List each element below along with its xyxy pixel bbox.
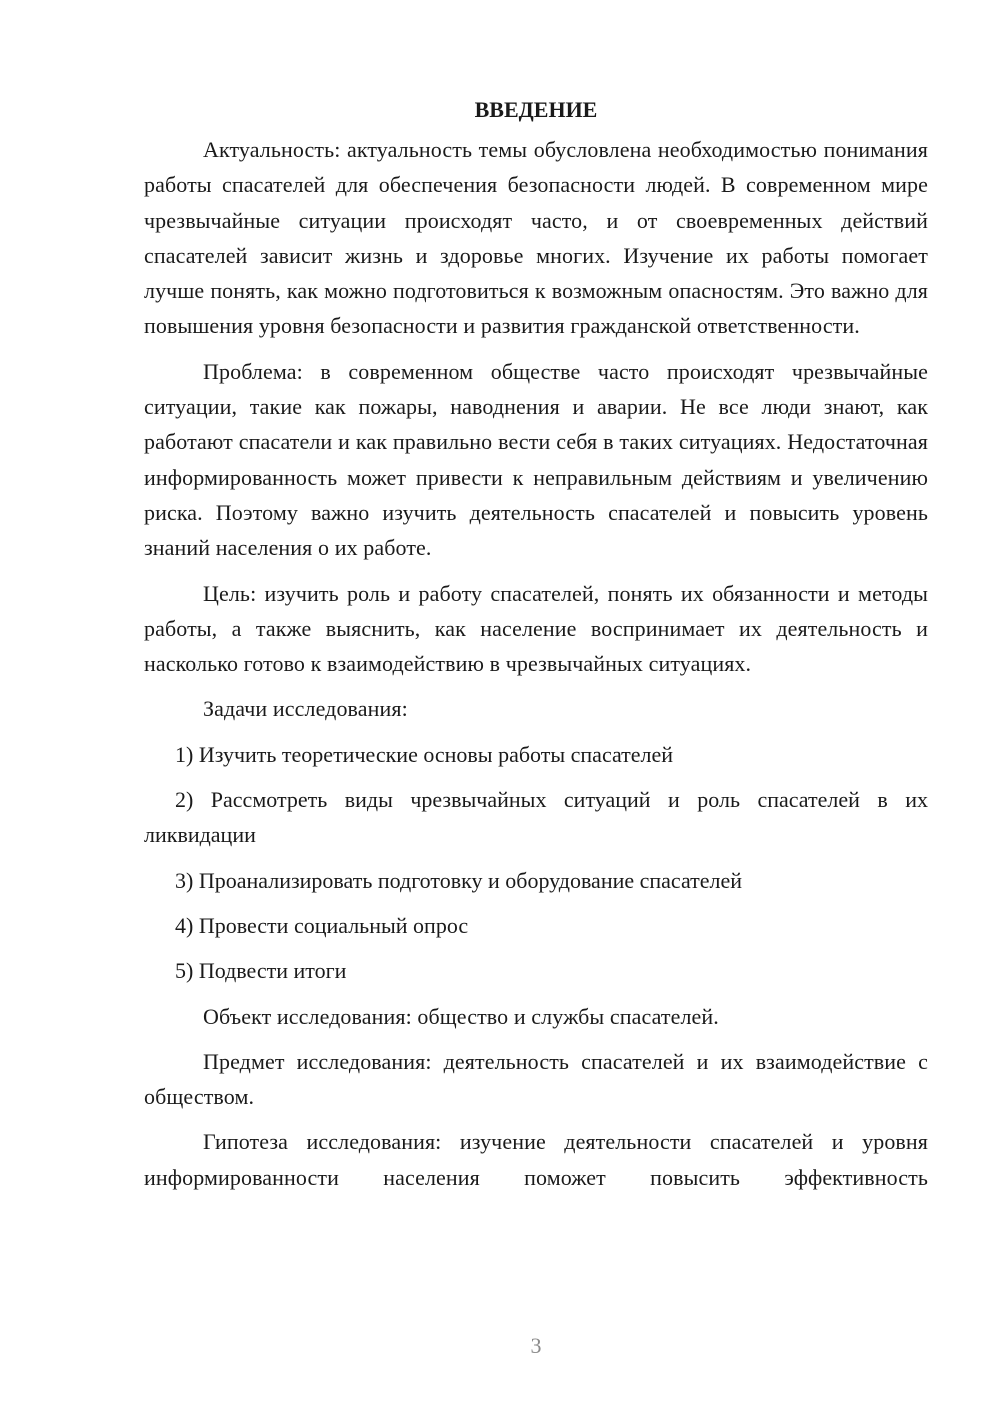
tasks-list	[144, 737, 928, 989]
goal-paragraph: Цель: изучить роль и работу спасателей, понять их обязанности и методы работы, а также выяснить, как население воспринимает их деятельность и насколько готово к взаимодействию в чрезвычайных ситуациях.	[144, 580, 928, 677]
tasks-heading: Задачи исследования:	[203, 696, 408, 722]
page-number: 3	[530, 1333, 542, 1358]
page-title: ВВЕДЕНИЕ	[474, 97, 598, 122]
document-page	[144, 92, 928, 1205]
list-item: 2) Рассмотреть виды чрезвычайных ситуаций и роль спасателей в их ликвидации	[144, 787, 928, 848]
problem-paragraph: Проблема: в современном обществе часто происходят чрезвычайные ситуации, такие как пожары, наводнения и аварии. Не все люди знают, как работают спасатели и как правильно вести себя в таких ситуациях. Недостаточная информированность может привести к неправильным действиям и увеличению риска. Поэтому важно изучить деятельность спасателей и повысить уровень знаний населения о их работе.	[144, 358, 928, 561]
hypothesis-paragraph: Гипотеза исследования: изучение деятельности спасателей и уровня информированности населения поможет повысить эффективность	[144, 1129, 928, 1190]
list-item: 5) Подвести итоги	[175, 958, 347, 984]
relevance-paragraph: Актуальность: актуальность темы обусловлена необходимостью понимания работы спасателей для обеспечения безопасности людей. В современном мире чрезвычайные ситуации происходят часто, и от своевременных действий спасателей зависит жизнь и здоровье многих. Изучение их работы помогает лучше понять, как можно подготовиться к возможным опасностям. Это важно для повышения уровня безопасности и развития гражданской ответственности.	[144, 137, 928, 339]
list-item: 4) Провести социальный опрос	[175, 912, 469, 938]
subject-paragraph: Предмет исследования: деятельность спасателей и их взаимодействие с обществом.	[144, 1048, 928, 1110]
list-item: 1) Изучить теоретические основы работы спасателей	[175, 741, 674, 767]
object-paragraph: Объект исследования: общество и службы спасателей.	[203, 1003, 719, 1029]
list-item: 3) Проанализировать подготовку и оборудование спасателей	[175, 867, 743, 893]
